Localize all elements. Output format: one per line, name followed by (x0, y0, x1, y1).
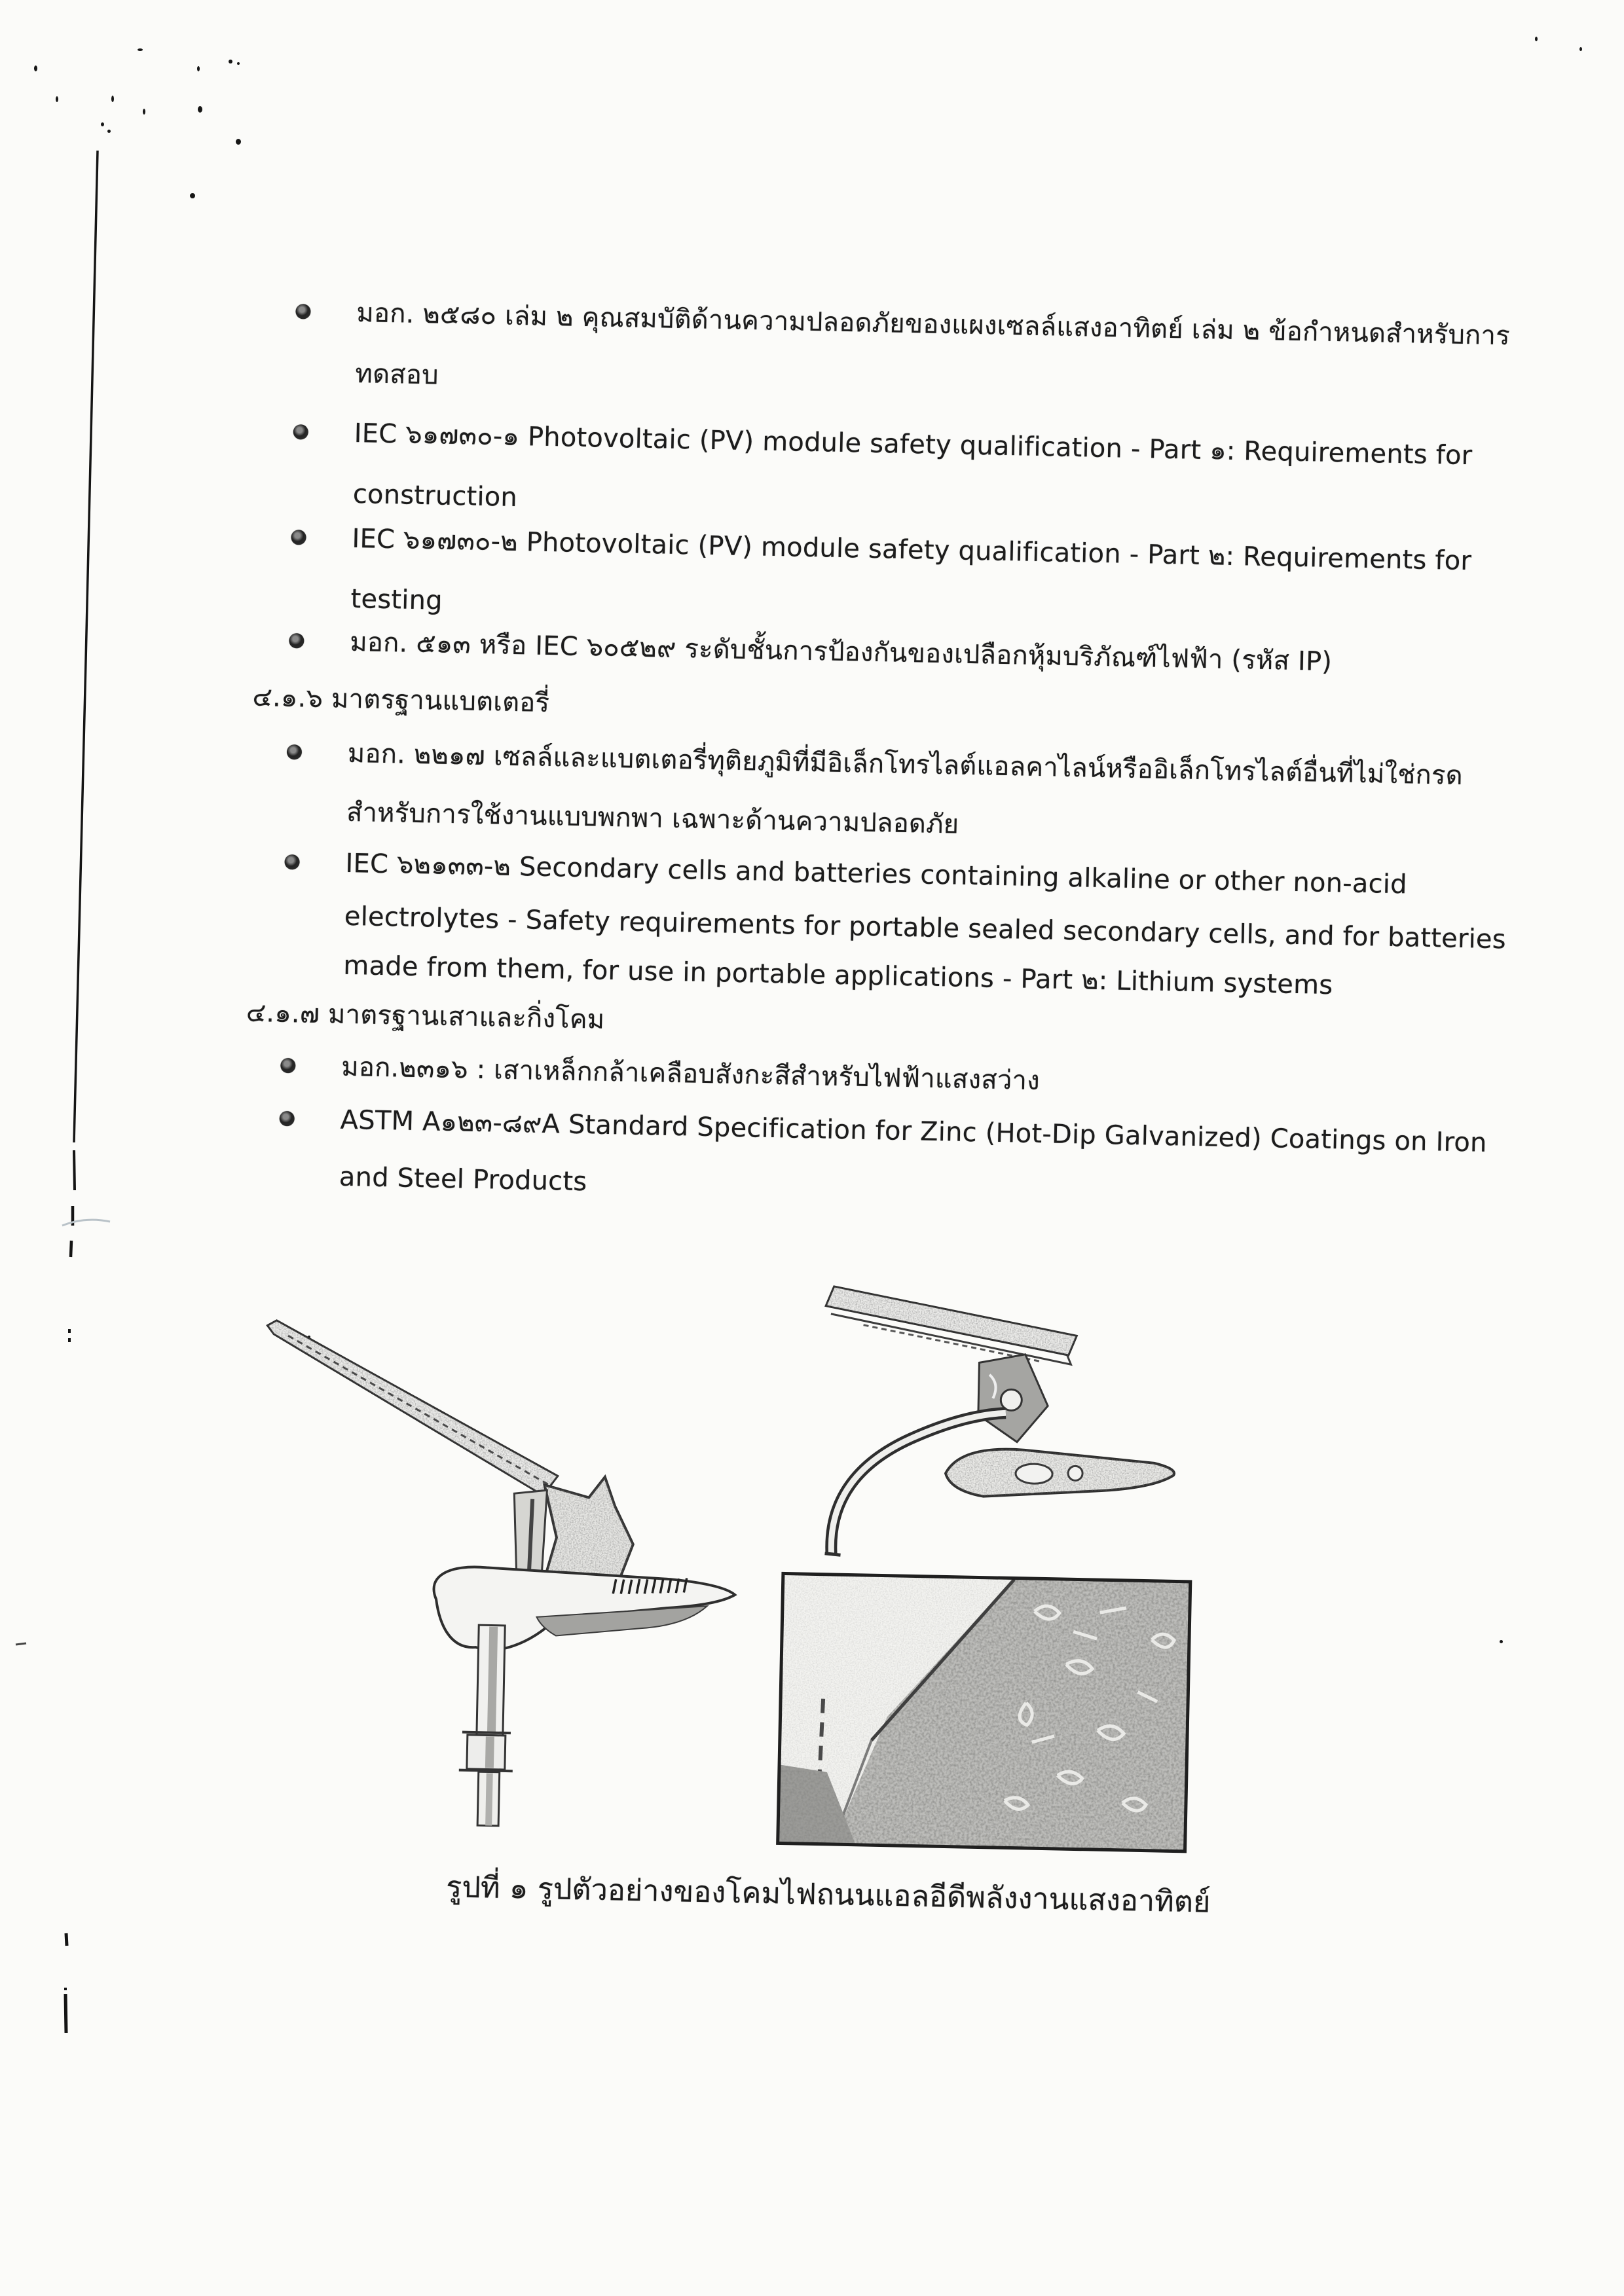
standard-item-line: and Steel Products (339, 1161, 587, 1197)
bullet-icon (293, 424, 308, 439)
figure-caption: รูปที่ ๑ รูปตัวอย่างของโคมไฟถนนแอลอีดีพลังงานแสงอาทิตย์ (445, 1869, 1211, 1920)
standard-item-line: electrolytes - Safety requirements for portable sealed secondary cells, and for batteries (344, 901, 1507, 955)
street-lamp-drawing-right (821, 1286, 1178, 1562)
standard-item-line: มอก.๒๓๑๖ : เสาเหล็กกล้าเคลือบสังกะสีสำหรับไฟฟ้าแสงสว่าง (341, 1051, 1041, 1097)
standard-item-line: made from them, for use in portable applications - Part ๒: Lithium systems (342, 950, 1333, 1001)
standard-item-line: ASTM A๑๒๓-๘๙A Standard Specification for Zinc (Hot-Dip Galvanized) Coatings on Iron (340, 1104, 1488, 1158)
bullet-icon (279, 1111, 294, 1126)
standard-item-line: มอก. ๒๒๑๗ เซลล์และแบตเตอรี่ทุติยภูมิที่มีอิเล็กโทรไลต์แอลคาไลน์หรืออิเล็กโทรไลต์อื่นที่ไม่ใช่กรด (347, 738, 1464, 792)
standard-item-line: ทดสอบ (355, 358, 439, 391)
standard-item-line: testing (350, 583, 443, 616)
installation-photo-inset (778, 1573, 1190, 1851)
solar-street-lamp-figure (244, 1229, 1369, 1880)
standard-item-line: มอก. ๕๑๓ หรือ IEC ๖๐๕๒๙ ระดับชั้นการป้องกันของเปลือกหุ้มบริภัณฑ์ไฟฟ้า (รหัส IP) (349, 627, 1333, 677)
standard-item-line: มอก. ๒๕๘๐ เล่ม ๒ คุณสมบัติด้านความปลอดภัยของแผงเซลล์แสงอาทิตย์ เล่ม ๒ ข้อกำหนดสำหรับการ (356, 297, 1511, 352)
standard-item-line: IEC ๖๑๗๓๐-๒ Photovoltaic (PV) module safety qualification - Part ๒: Requirements for (352, 523, 1472, 577)
section-heading: ๔.๑.๗ มาตรฐานเสาและกิ่งโคม (246, 997, 605, 1035)
bullet-icon (295, 304, 310, 319)
standard-item-line: IEC ๖๒๑๓๓-๒ Secondary cells and batteries containing alkaline or other non-acid (345, 848, 1408, 900)
standard-item-line: IEC ๖๑๗๓๐-๑ Photovoltaic (PV) module safety qualification - Part ๑: Requirements for (354, 418, 1473, 471)
standard-item-line: สำหรับการใช้งานแบบพกพา เฉพาะด้านความปลอดภัย (346, 797, 959, 840)
bullet-icon (280, 1058, 295, 1073)
street-lamp-drawing-left (257, 1321, 740, 1831)
section-heading: ๔.๑.๖ มาตรฐานแบตเตอรี่ (252, 682, 550, 719)
bullet-icon (284, 854, 299, 869)
standard-item-line: construction (352, 479, 518, 513)
bullet-icon (291, 530, 306, 545)
bullet-icon (289, 633, 304, 648)
bullet-icon (287, 744, 302, 759)
